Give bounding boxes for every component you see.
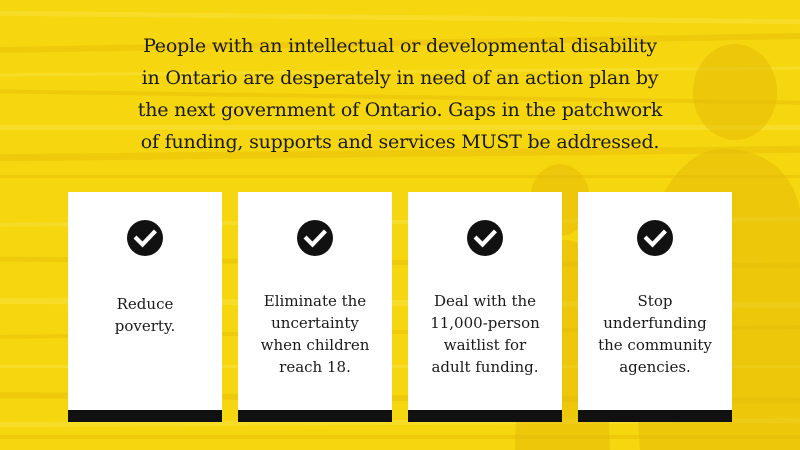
check-circle-icon (636, 219, 674, 257)
card-text (586, 290, 724, 378)
card-text-line: agencies. (619, 358, 691, 376)
headline-line: in Ontario are desperately in need of an action plan by (141, 67, 659, 89)
card-text (246, 290, 384, 378)
card-text-line: Reduce (116, 295, 174, 313)
check-circle-icon (126, 219, 164, 257)
card-bottom-bar (238, 410, 392, 422)
card-bottom-bar (68, 410, 222, 422)
card-text-line: reach 18. (279, 358, 351, 376)
card-text-line: when children (260, 336, 370, 354)
card-text-line: Deal with the (433, 292, 537, 310)
card-text (416, 290, 554, 378)
card-text-line: poverty. (114, 317, 176, 335)
card-text-line: Stop (637, 292, 673, 310)
check-circle-icon (296, 219, 334, 257)
headline-line: of funding, supports and services MUST be addressed. (140, 131, 660, 153)
card-text-line: 11,000-person (430, 314, 540, 332)
card-reduce-poverty (68, 192, 222, 422)
card-eliminate-uncertainty (238, 192, 392, 422)
card-text (76, 293, 214, 337)
check-circle-icon (466, 219, 504, 257)
headline-line: the next government of Ontario. Gaps in the patchwork (137, 99, 663, 121)
card-stop-underfunding (578, 192, 732, 422)
card-text-line: uncertainty (271, 314, 359, 332)
card-waitlist (408, 192, 562, 422)
card-text-line: adult funding. (431, 358, 539, 376)
card-text-line: the community (598, 336, 712, 354)
card-bottom-bar (578, 410, 732, 422)
card-text-line: underfunding (603, 314, 707, 332)
headline-line: People with an intellectual or developmental disability (143, 35, 657, 57)
card-text-line: waitlist for (443, 336, 527, 354)
card-bottom-bar (408, 410, 562, 422)
card-text-line: Eliminate the (263, 292, 367, 310)
